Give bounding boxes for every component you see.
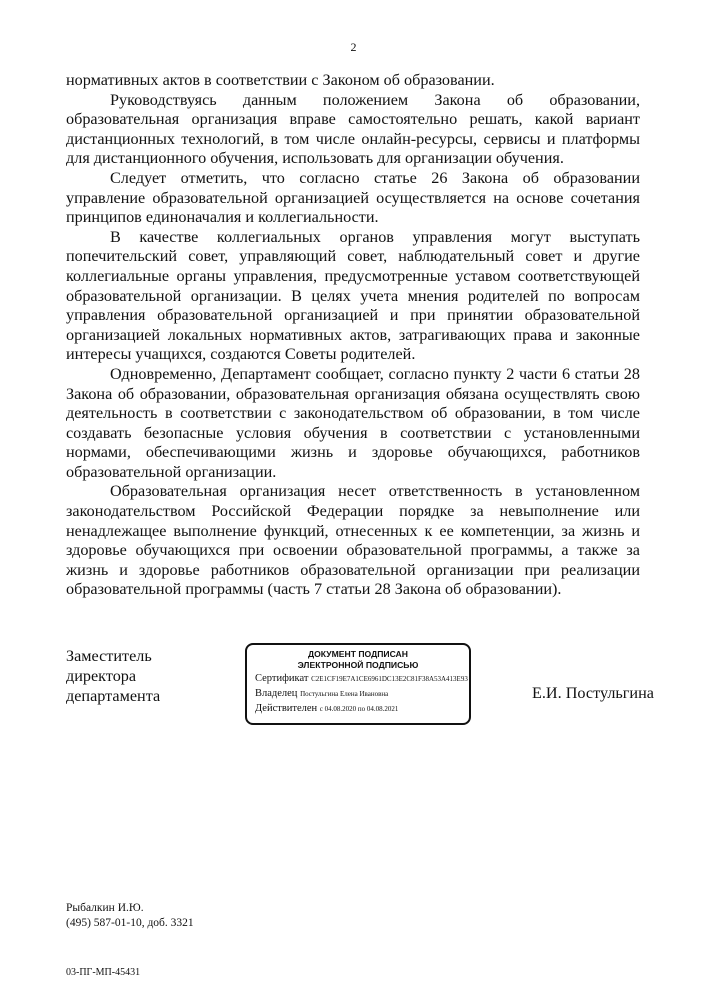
electronic-signature-stamp	[245, 643, 471, 725]
signer-position-line: департамента	[66, 687, 161, 705]
stamp-owner-row	[255, 687, 461, 701]
owner-value: Постульгина Елена Ивановна	[300, 690, 389, 698]
paragraph: В качестве коллегиальных органов управления могут выступать попечительский совет, управляющий совет, наблюдательный совет и другие коллегиальные органы управления, предусмотренные уставом соответствующей образовательной организации. В целях учета мнения родителей по вопросам управления образовательной организацией и при принятии образовательной организацией локальных нормативных актов, затрагивающих права и законные интересы учащихся, создаются Советы родителей.	[66, 227, 640, 364]
executor-contact	[66, 901, 194, 931]
valid-label: Действителен	[255, 703, 318, 714]
certificate-value: C2E1CF19E7A1CE6961DC13E2C81F38A53A413E93	[311, 675, 468, 683]
paragraph: Образовательная организация несет ответственность в установленном законодательством Российской Федерации порядке за невыполнение или ненадлежащее выполнение функций, отнесенных к ее компетенции, за жизнь и здоровье обучающихся при освоении образовательной программы, а также за жизнь и здоровье работников образовательной организации при реализации образовательной программы (часть 7 статьи 28 Закона об образовании).	[66, 482, 640, 599]
paragraph-continuation: нормативных актов в соответствии с Законом об образовании.	[66, 71, 495, 89]
stamp-validity-row	[255, 702, 461, 716]
letter-body	[66, 71, 640, 600]
stamp-certificate-row	[255, 672, 468, 686]
signer-name: Е.И. Постульгина	[532, 684, 654, 702]
executor-phone: (495) 587-01-10, доб. 3321	[66, 917, 194, 929]
paragraph: Одновременно, Департамент сообщает, согласно пункту 2 части 6 статьи 28 Закона об образовании, образовательная организация обязана осуществлять свою деятельность в соответствии с законодательством об образовании, в том числе создавать безопасные условия обучения в соответствии с установленными нормами, обеспечивающими жизнь и здоровье обучающихся, работников образовательной организации.	[66, 364, 640, 481]
stamp-title-line: ДОКУМЕНТ ПОДПИСАН	[308, 649, 408, 659]
executor-name: Рыбалкин И.Ю.	[66, 902, 144, 914]
stamp-title-line: ЭЛЕКТРОННОЙ ПОДПИСЬЮ	[297, 660, 419, 670]
signer-position-line: Заместитель	[66, 647, 152, 665]
signer-position	[66, 646, 160, 706]
stamp-title	[255, 649, 461, 671]
paragraph: Следует отметить, что согласно статье 26 Закона об образовании управление образовательной организацией осуществляется на основе сочетания принципов единоначалия и коллегиальности.	[66, 168, 640, 227]
certificate-label: Сертификат	[255, 673, 309, 684]
paragraph: Руководствуясь данным положением Закона об образовании, образовательная организация вправе самостоятельно решать, какой вариант дистанционных технологий, в том числе онлайн-ресурсы, сервисы и платформы для дистанционного обучения, использовать для организации обучения.	[66, 90, 640, 168]
page-number: 2	[350, 40, 357, 54]
signer-position-line: директора	[66, 667, 137, 685]
valid-value: с 04.08.2020 по 04.08.2021	[319, 705, 399, 713]
owner-label: Владелец	[255, 688, 298, 699]
document-number: 03-ПГ-МП-45431	[66, 967, 141, 978]
